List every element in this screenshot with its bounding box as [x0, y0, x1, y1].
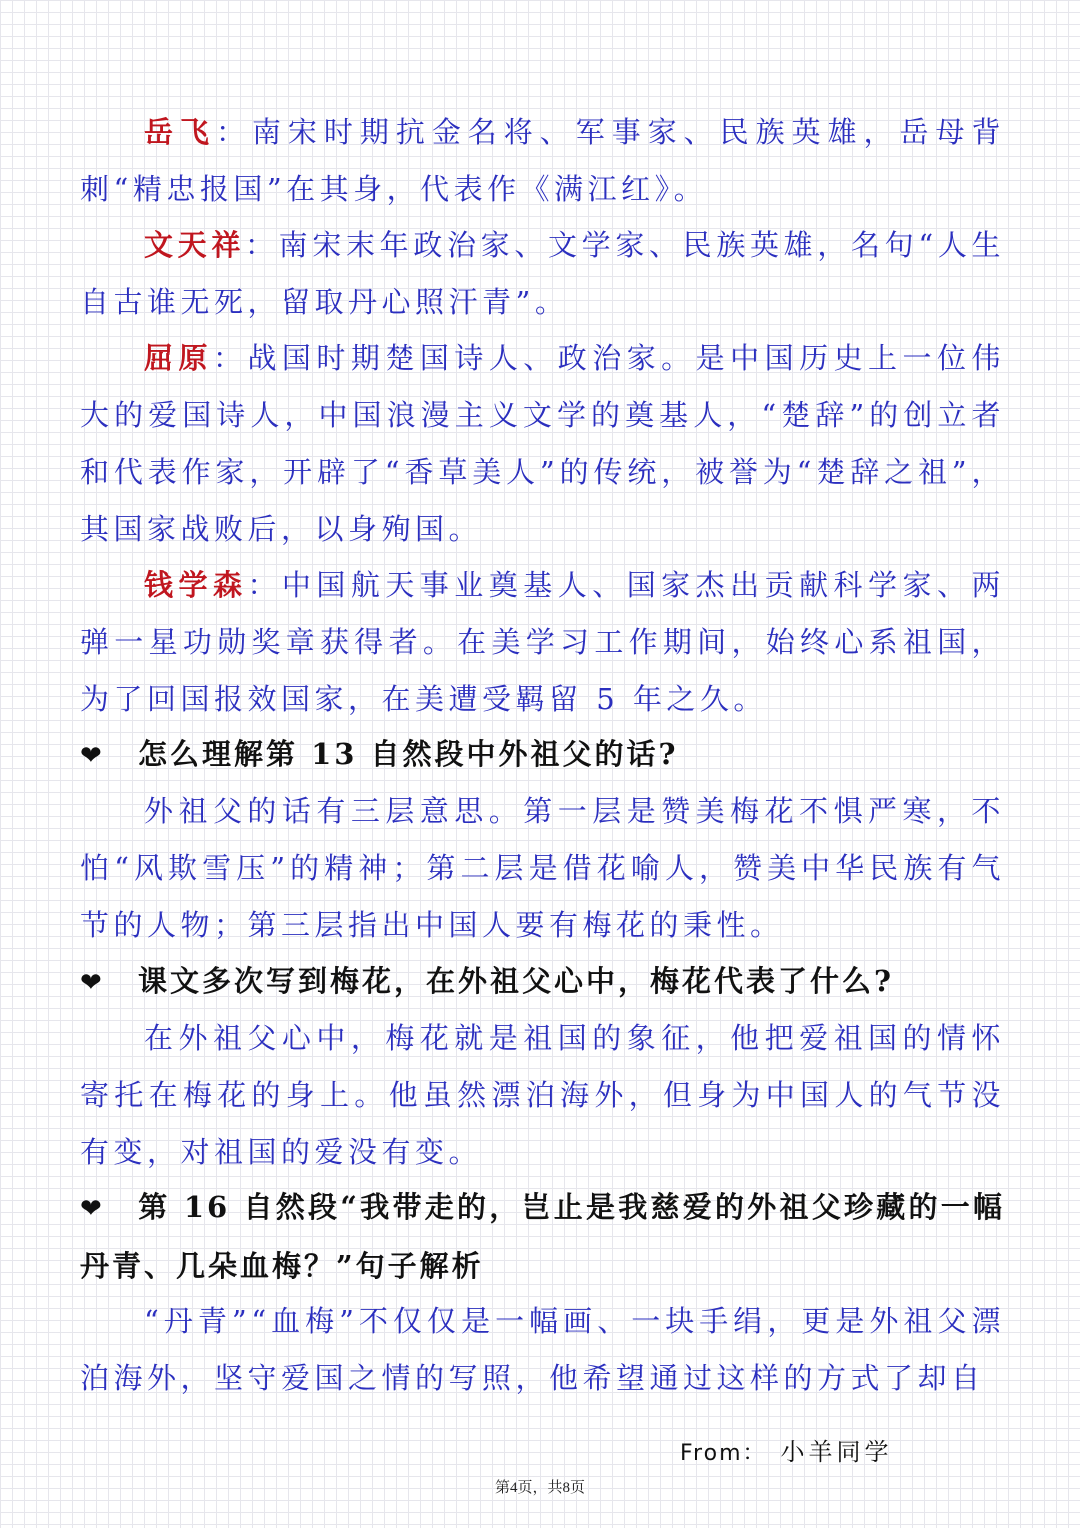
heart-icon: ❤	[80, 741, 102, 771]
signature-prefix: From：	[680, 1441, 767, 1466]
entry-qianxuesen	[80, 557, 1005, 728]
heart-icon: ❤	[80, 1194, 102, 1224]
signature-name: 小羊同学	[780, 1438, 893, 1466]
entry-term: 屈原	[144, 341, 213, 375]
question-text: 第 16 自然段“我带走的，岂止是我慈爱的外祖父珍藏的一幅丹青、几朵血梅？”句子解析	[80, 1190, 1005, 1283]
entry-term: 钱学森	[144, 568, 248, 602]
heart-icon: ❤	[80, 968, 102, 998]
answer-1	[80, 783, 1005, 954]
entry-text: ：中国航天事业奠基人、国家杰出贡献科学家、两弹一星功勋奖章获得者。在美学习工作期间，始终心系祖国，为了回国报效国家，在美遭受羁留 5 年之久。	[80, 568, 1005, 716]
entry-text: ：战国时期楚国诗人、政治家。是中国历史上一位伟大的爱国诗人，中国浪漫主义文学的奠基人，“楚辞”的创立者和代表作家，开辟了“香草美人”的传统，被誉为“楚辞之祖”，其国家战败后，以身殉国。	[80, 341, 1005, 546]
question-text: 怎么理解第 13 自然段中外祖父的话?	[138, 737, 679, 771]
signature	[680, 1432, 893, 1467]
entry-term: 岳飞	[144, 115, 216, 149]
answer-3	[80, 1293, 1005, 1407]
answer-2	[80, 1010, 1005, 1181]
page-number: 第4页，共8页	[494, 1480, 585, 1496]
answer-text: 在外祖父心中，梅花就是祖国的象征，他把爱祖国的情怀寄托在梅花的身上。他虽然漂泊海外，但身为中国人的气节没有变，对祖国的爱没有变。	[80, 1021, 1005, 1169]
answer-text: “丹青”“血梅”不仅仅是一幅画、一块手绢，更是外祖父漂泊海外，坚守爱国之情的写照，他希望通过这样的方式了却自	[80, 1304, 1005, 1395]
entry-term: 文天祥	[144, 228, 245, 262]
question-text: 课文多次写到梅花，在外祖父心中，梅花代表了什么?	[138, 964, 894, 998]
entry-text: ：南宋末年政治家、文学家、民族英雄，名句“人生自古谁无死，留取丹心照汗青”。	[80, 228, 1005, 319]
question-2	[80, 953, 1005, 1012]
answer-text: 外祖父的话有三层意思。第一层是赞美梅花不惧严寒，不怕“风欺雪压”的精神；第二层是借花喻人，赞美中华民族有气节的人物；第三层指出中国人要有梅花的秉性。	[80, 794, 1005, 942]
entry-text: ：南宋时期抗金名将、军事家、民族英雄，岳母背刺“精忠报国”在其身，代表作《满江红》。	[80, 115, 1005, 206]
entry-wentianxiang	[80, 217, 1005, 331]
question-1	[80, 726, 1005, 785]
entry-quyuan	[80, 330, 1005, 558]
entry-yuefei	[80, 104, 1005, 218]
question-3	[80, 1179, 1005, 1295]
